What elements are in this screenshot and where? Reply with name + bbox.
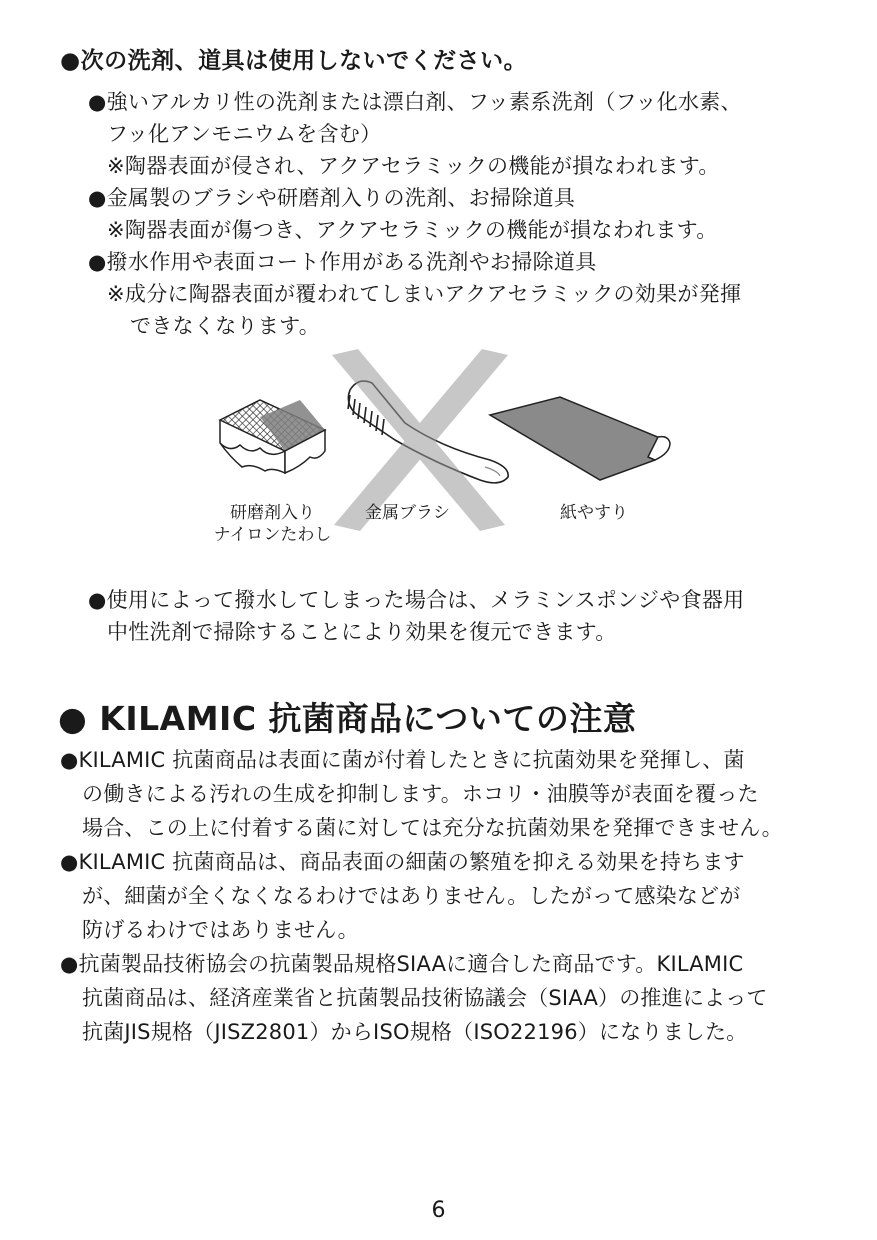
nylon-scrubber-caption-line-1: 研磨剤入り [230, 503, 315, 523]
kilamic-section-heading: ● KILAMIC 抗菌商品についての注意 [58, 699, 637, 738]
kilamic-paragraph-1-line-3: 場合、この上に付着する菌に対しては充分な抗菌効果を発揮できません。 [82, 816, 783, 840]
kilamic-paragraph-2-line-1: ●KILAMIC 抗菌商品は、商品表面の細菌の繁殖を抑える効果を持ちます [60, 850, 745, 874]
nylon-scrubber-icon [220, 400, 325, 473]
kilamic-paragraph-1-line-2: の働きによる汚れの生成を抑制します。ホコリ・油膜等が表面を覆った [82, 782, 759, 806]
restore-note-line-1: ●使用によって撥水してしまった場合は、メラミンスポンジや食器用 [88, 588, 745, 612]
kilamic-paragraph-1-line-1: ●KILAMIC 抗菌商品は表面に菌が付着したときに抗菌効果を発揮し、菌 [60, 748, 745, 772]
sandpaper-icon [490, 397, 670, 480]
kilamic-paragraph-2-line-2: が、細菌が全くなくなるわけではありません。したがって感染などが [82, 884, 741, 908]
metal-brush-caption: 金属ブラシ [365, 503, 450, 523]
prohibit-item-1-line-2: フッ化アンモニウムを含む） [107, 122, 382, 146]
prohibit-item-2-note: ※陶器表面が傷つき、アクアセラミックの機能が損なわれます。 [107, 218, 718, 242]
kilamic-paragraph-3-line-3: 抗菌JIS規格（JISZ2801）からISO規格（ISO22196）になりました。 [82, 1020, 748, 1044]
page-number: 6 [431, 1198, 446, 1223]
prohibit-item-1-line-1: ●強いアルカリ性の洗剤または漂白剤、フッ素系洗剤（フッ化水素、 [88, 90, 742, 114]
kilamic-paragraph-3-line-2: 抗菌商品は、経済産業省と抗菌製品技術協議会（SIAA）の推進によって [82, 986, 768, 1010]
prohibit-item-1-note: ※陶器表面が侵され、アクアセラミックの機能が損なわれます。 [107, 154, 720, 178]
prohibited-items-heading: ●次の洗剤、道具は使用しないでください。 [60, 48, 528, 74]
kilamic-paragraph-3-line-1: ●抗菌製品技術協会の抗菌製品規格SIAAに適合した商品です。KILAMIC [60, 952, 744, 976]
prohibit-item-3-line-1: ●撥水作用や表面コート作用がある洗剤やお掃除道具 [88, 250, 597, 274]
prohibit-item-3-note-line-2: できなくなります。 [130, 314, 321, 338]
nylon-scrubber-caption [205, 502, 340, 546]
sandpaper-caption: 紙やすり [560, 503, 628, 523]
nylon-scrubber-caption-line-2: ナイロンたわし [213, 525, 332, 545]
kilamic-paragraph-2-line-3: 防げるわけではありません。 [82, 918, 359, 942]
restore-note-line-2: 中性洗剤で掃除することにより効果を復元できます。 [107, 620, 617, 644]
prohibit-item-3-note-line-1: ※成分に陶器表面が覆われてしまいアクアセラミックの効果が発揮 [107, 282, 742, 306]
prohibit-item-2-line-1: ●金属製のブラシや研磨剤入りの洗剤、お掃除道具 [88, 186, 576, 210]
